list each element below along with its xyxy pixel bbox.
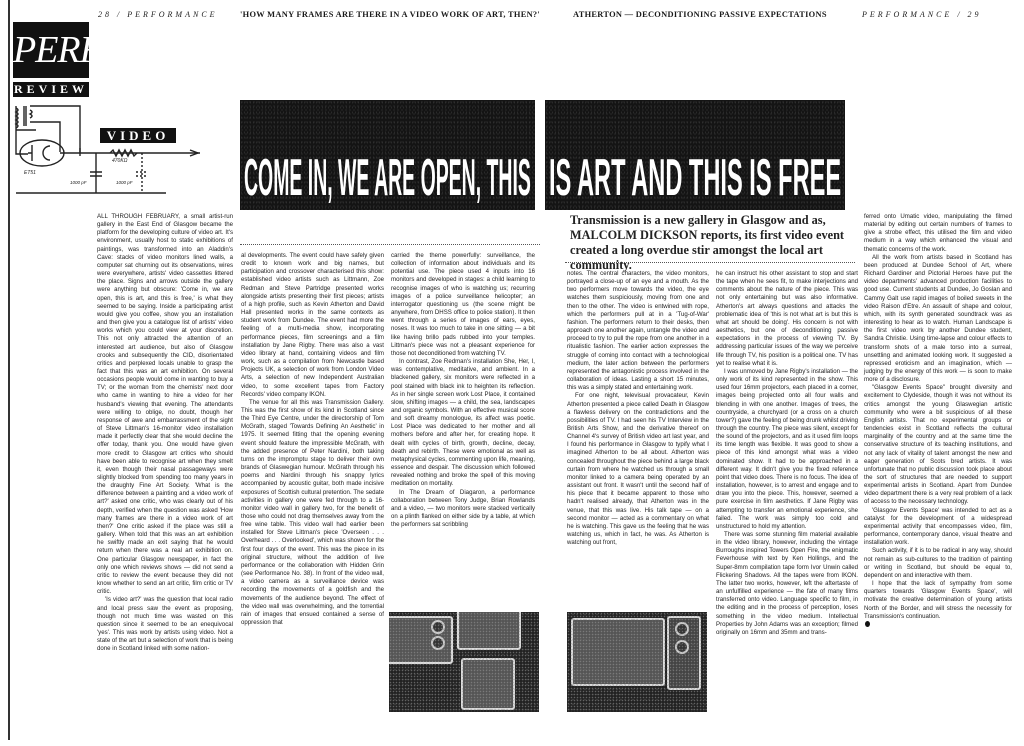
dotted-rule-left: [240, 244, 540, 245]
article-column-6: [864, 213, 1012, 629]
circuit-label-resistor: 470KΩ: [112, 158, 128, 164]
paragraph: The venue for all this was Transmission Gallery. This was the first show of its kind in Scotland since the Third Eye Centre, under the directorship of Tom McGrath, staged 'Towards Defining An Aesthetic' in 1975. It seemed fitting that the opening evening event should feature the impressible McGrath, with the added presence of Peter Nardini, both taking turns on the impromptu stage to deliver their own brands of Glaswegian humour. McGrath through his poems and Nardini through his snappy lyrics accompanied by acoustic guitar, both made incisive exposures of Scottish cultural pretention. The sedate activities in gallery one were fed through to a 16-monitor video wall in gallery two, for the benefit of those who could not drag themselves away from the free wine table. This video wall had earlier been installed for Steve Littman's piece 'Overseen . . . Overheard . . . Overlooked', which was shown for the first four days of the event. This was the piece in its original structure, without the addition of live performance or the collaboration with Hidden Grin (see Performance No. 38). In front of the video wall, a video camera as a surveillance device was recording the movements of a goldfish and the movements of the audience beyond. The effect of the video wall was overwhelming, and the torrential rain of images that ensued contained a sense of oppression that: [241, 398, 384, 627]
paragraph: carried the theme powerfully: surveillance, the collection of information about individuals and its potential use. The piece used 4 inputs into 16 monitors and developed in stages: a child learning to recognise images of who is watching us; recurring images of a police surveillance helicopter; an interrogator questioning us (the scene might be anywhere, from DHSS office to police station). It then went through a series of images of ears, eyes, noses. It was too much to take in one sitting — a bit like having brillo pads rubbed into your temples. Littman's piece was not a pleasant experience for those not deconditioned from watching TV.: [391, 252, 535, 357]
photo-stacked-monitors: [389, 612, 539, 712]
left-running-title: 'HOW MANY FRAMES ARE THERE IN A VIDEO WORK OF ART, THEN?': [240, 10, 541, 19]
paragraph: There was some stunning film material available in the video library, however, including the vintage Burroughs inspired Towers Open Fire, the enigmatic Feverhouse with text by Ken Hollings, and the Super-8mm compilation tape form Ivor Unwin called Flickering Shadows. All the tapes were from IKON. The latter two works, however, left the aftertaste of an unfulfilled experience — the fate of many films transferred onto video. Language specific to film, in the editing and in the process of perception, loses something in the video medium. Intellectual Properties by John Adams was an exception; filmed originally on 16mm and 35mm and trans-: [716, 531, 858, 636]
article-column-1: [97, 213, 233, 653]
paragraph: In contrast, Zoe Redman's installation She, Her, I, was contemplative, meditative, and ambient. In a blackened gallery, six monitors were reflected in a pool stained with black ink to heighten its reflection. As in her single screen work Lost Place, it contained slow, shifting images — a child, the sea, landscapes and organic symbols. With an effective musical score and soft dreamy monologue, its affect was poetic. Lost Place was dedicated to her mother and all mothers before and after her, for creating hope. It dealt with cycles of birth, growth, decline, decay, death and rebirth. These were emotional as well as metaphysical cycles, commenting upon life, meaning, essence and despair. The discussion which followed revealed nothing and broke the spell of this moving meditation on mortality.: [391, 358, 535, 488]
photo-television-set: [567, 612, 707, 712]
paragraph: In The Dream of Diagaron, a performance collaboration between Tony Judge, Brian Rowlands and a video, — two monitors were stacked vertically on a plinth flanked on either side by a table, at which the performers sat scribbling: [391, 488, 535, 529]
paragraph: 'Is video art?' was the question that local radio and local press saw the event as proposing, though not much time was wasted on this question since it seemed to be an enequivocal 'yes'. This was work by artists using video. Not a state of the art but a selection of work that is being done in Scotland linked with some nation-: [97, 596, 233, 653]
paragraph: 'Glasgow Events Space' was intended to act as a catalyst for the development of a widespread experimental activity that encompasses video, film, performance, contemporary dance, visual theatre and installation work.: [864, 506, 1012, 547]
headline-banner-left: [240, 100, 535, 210]
circuit-label-capacitor-1: 1000 pF: [70, 180, 87, 185]
circuit-diagram-illustration: [10, 100, 240, 212]
right-running-title: ATHERTON — DECONDITIONING PASSIVE EXPECTATIONS: [573, 10, 827, 19]
standfirst: Transmission is a new gallery in Glasgow and as, MALCOLM DICKSON reports, its first video event created a long overdue stir amongst the local art community.: [570, 213, 845, 272]
paragraph: For one night, televisual provacateur, Kevin Atherton presented a piece called Death in Glasgow a flawless delivery on the contradictions and the possibilities of TV. I had seen his TV Interview in the British Arts Show, and the derivative thereof on Channel 4's survey of British video art last year, and I found his performance in Glasgow to typify what I imagined Atherton to be all about. Atherton was concealed throughout the piece behind a large black curtain from where he watched us through a small monitor linked to a camera being operated by an assistant out front. It wasn't until the second half of his piece that it became apparent to those who hadn't realised already, that Atherton was in the venue, that this was live. His talk tape — on a second monitor — acted as a commentary on what he is watching. This gave us the feeling that he was watching us, which in fact, he was. As Atherton is watching out front,: [567, 392, 709, 547]
dotted-rule-right: [565, 262, 855, 263]
headline-left-wrap: [244, 149, 531, 207]
paragraph: I was unmoved by Jane Rigby's installation — the only work of its kind represented in the show. This used four 16mm projectors, each placed in a corner, images being projected onto all four walls and blending in with one another. Images of trees, the countryside, a churchyard (or a cross on a church tower?) gave the feeling of being drunk whilst driving through the country. The piece was silent, except for the sound of the projectors, and as it used film loops its time length was flexible. It was good to show a piece of this kind amongst what was a video dominated show. It had to be approached in a different way. It didn't give you the fixed reference point that video does. There is no focus. The idea of installation, however, is to arrest and engage and to draw you into the piece. This, however, seemed a pure exercise in film aesthetics. If Jane Rigby was attempting to transfer an emotional experience, she failed. The work was simply too cold and unstructured to hold my attention.: [716, 367, 858, 530]
paragraph: Such activity, if it is to be radical in any way, should not remain as sub-cultures to the tradition of painting or writing in Scotland, but should be equal to, dependent on and interactive with them.: [864, 547, 1012, 579]
paragraph: ferred onto Umatic video, manipulating the filmed material by editing out certain numbers of frames to give a strobe effect, this utilised the film and video medium in a way which enhanced the visual and thematic concerns of the work.: [864, 213, 1012, 253]
circuit-label-tube: ET51: [24, 170, 36, 176]
right-page-folio: PERFORMANCE / 29: [862, 10, 982, 19]
video-section-tag: VIDEO: [100, 128, 176, 143]
perf-logo: PERF: [13, 22, 89, 78]
review-label: REVIEW: [13, 82, 88, 96]
article-column-3: [391, 252, 535, 529]
left-page-folio: 28 / PERFORMANCE: [98, 10, 218, 19]
headline-right-wrap: [549, 149, 842, 207]
article-column-5: [716, 270, 858, 637]
headline-right: IS ART AND THIS IS FREE: [549, 149, 842, 207]
paragraph: he can instruct his other assistant to stop and start the tape when he sees fit, to make interjections and comments about the nature of the piece. This was not only entertaining but was also informative. Atherton's art always questions and attacks the problematic idea of 'this is not what art is but this is what art should be doing'. His concern is not with aesthetics, but one of deconditioning passive expectations in the process of viewing TV. By addressing particular issues of the way we perceive life through TV, his position is a political one. TV has yet to realise what it is.: [716, 270, 858, 367]
headline-banner-right: [545, 100, 845, 210]
end-of-article-bullet-icon: [865, 621, 870, 627]
circuit-label-capacitor-2: 1000 pF: [116, 180, 133, 185]
article-column-4: [567, 270, 709, 547]
paragraph: notes. The central characters, the video monitors, portrayed a close-up of an eye and a mouth. As the two performers move towards the video, the eye watches them suspiciously, moving from one and then to the other. The video is entwined with rope, which the performers pull at in a 'Tug-of-War' fashion. The performers return to their desks, then approach one another again, untangle the video and proceed to try to pull the rope from one another in a ritualistic fashion. The earlier action expresses the struggle of coming into contact with a technological medium, the later action between the performers represented the antagonistic process involved in the collaboration of ideas. Lasting a short 15 minutes, this was a simply stated and entertaining work.: [567, 270, 709, 392]
paragraph: al developments. The event could have safely given credit to known work and big names, but participation and crossover characterised this show: established video artists such as Littmann, Zoe Redman and Steve Partridge presented works alongside artists presenting their first pieces; artists of a high profile, such as Kevin Atherton and David Hall presented works in the same contexts as student work from Dundee. The event had more the feeling of a multi-media show, incorporating performance pieces, film screenings and a film installation by Jane Rigby. There was also a vast video library at hand, containing videos and film work, such as a compilation from Newcastle based Projects UK, a selection of work from London Video Arts, a selection of new Independent Australian video, to some excellent tapes from Factory Records' video company IKON.: [241, 252, 384, 398]
article-column-2: [241, 252, 384, 627]
paragraph: All the work from artists based in Scotland has been produced at Dundee School of Art, where Richard Gardiner and Pictorial Heroes have put the video departments' advanced production facilities to good use. Current students at Dundee, Jo Goslan and Cammy Galt use rapid images of boiled sweets in the video Raison d'Etre. An assault of shape and colour, which, with its synth generated soundtrack was as interesting to hear as to watch. Human Landscape is the first video work by another Dundee student, Sandra Christie. Using time-lapse and colour effects to transform shots of a male torso into a surreal, unsettling and animated looking work. It suggested a repressed eroticism and an imagination, which — judging by the energy of this work — is soon to make more of a disclosure.: [864, 253, 1012, 384]
headline-left: COME IN, WE ARE OPEN, THIS: [244, 149, 531, 207]
paragraph: I hope that the lack of sympathy from some quarters towards 'Glasgow Events Space', will motivate the creative determination of young artists North of the Border, and will stress the necessity for Transmission's continuation.: [864, 580, 1012, 620]
paragraph: ALL THROUGH FEBRUARY, a small artist-run gallery in the East End of Glasgow became the platform for the developing culture of video art. It's environment, usually host to static exhibitions of paintings, was transformed into an Aladdin's Cave: stacks of video monitors lined walls, a computer sat churning out its observations, wires were everywhere, artists' video cassettes littered the place. Signs and arrows outside the gallery were anything but obscure: 'Come in, we are open, this is art, and this is free,' is what they seemed to be saying. Inside a participating artist would give you coffee, show you an installation and then give you a catalogue list of artists' video works which you could view at your discretion. This not only attracted the attention of an interested art audience, but also of Glasgow crooks and subsequently the CID, disorientated critics and perplexed locals unable to grasp the fact that this was an art exhibition. On several occasions people would come in wanting to buy a TV; or the woman from the chemists' next door who came in wanting to hire a video for her husband's viewing that evening. The attendants were willing to oblige, no doubt, though her response of awe and embarrassment of the sight of Steve Littman's 16-monitor video installation made it perfectly clear that she would decline the offer today, thank you. One would have given more credit to Glasgow art critics who should have been able to recognise art when they smelt it, even though their nasal passageways were slightly blocked from spending too many years in the draughty Fine Art Society. 'What is the difference between a painting and a video work of art?' asked one critic, who was clearly out of his depth, verified when the question was asked 'How many frames are there in a video work of art then?' One critic asked if the place was still a gallery. When told that this was an art exhibition he swiftly made an exit saying that he would return when there was a real art exhibition on. One particular Glasgow newspaper, in fact the only one which reviews shows — did not send a critic to review the event because they did not know whether to send an art critic, film critic or TV critic.: [97, 213, 233, 596]
paragraph: "Glasgow Events Space" brought diversity and excitement to Clydeside, though it was not without its critics amongst the young Glaswegian artistic community who were a bit suspicious of all these English artists. That no experimental groups or tendencies exist in Scotland reflects the cultural marginality of the country and at the same time the conservative structure of its teaching institutions, and not any lack of vitality of talent amongst the new and eager generation of Scots bred artists. It was unfortunate that no public discussion took place about the sort of structures that are needed to support experimental artists in Scotland. Apart from Dundee video department there is a very real problem of a lack of access to the necessary technology.: [864, 384, 1012, 506]
